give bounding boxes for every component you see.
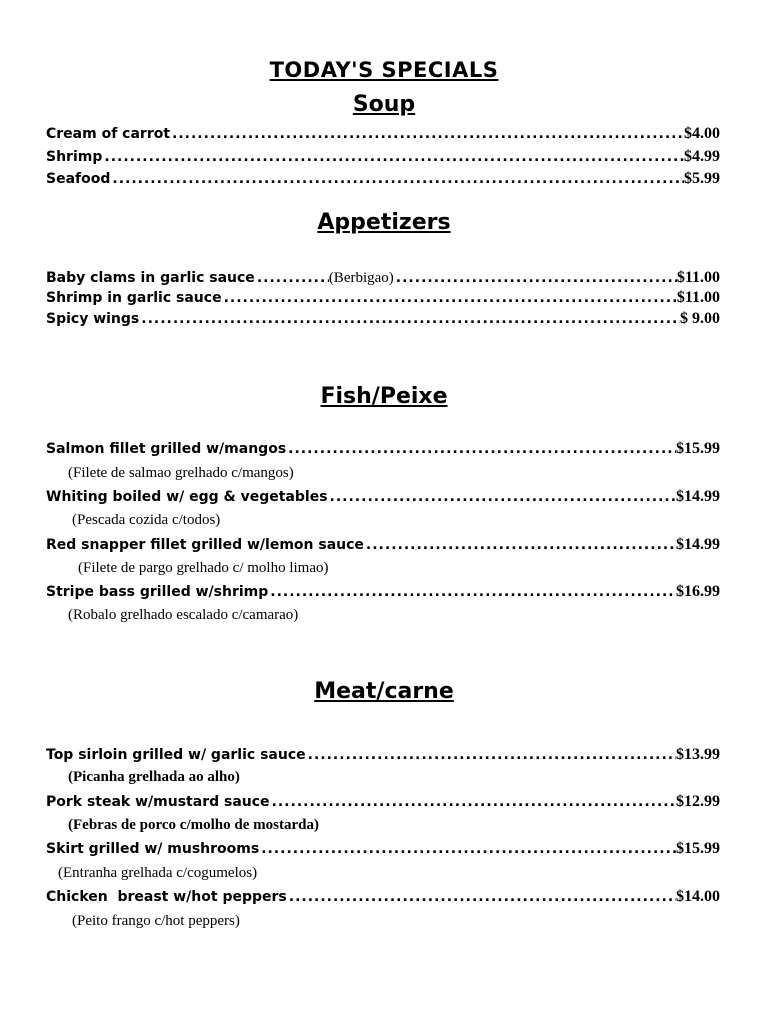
meat-heading: Meat/carne	[314, 679, 454, 704]
fish-heading: Fish/Peixe	[320, 384, 448, 409]
menu-item-pork-steak	[46, 793, 720, 813]
item-price: $11.00	[676, 289, 720, 306]
item-name: Spicy wings	[46, 311, 140, 327]
dot-leader	[364, 537, 676, 553]
item-price: $14.99	[676, 536, 720, 553]
item-name: Pork steak w/mustard sauce	[46, 794, 270, 810]
dot-leader	[268, 584, 676, 600]
dot-leader	[286, 441, 676, 457]
menu-item-spicy-wings	[46, 310, 720, 330]
menu-item-stripe-bass	[46, 583, 720, 603]
item-name: Baby clams in garlic sauce	[46, 270, 255, 286]
dot-leader	[306, 747, 676, 763]
item-name: Red snapper fillet grilled w/lemon sauce	[46, 537, 364, 553]
item-name: Shrimp	[46, 149, 103, 165]
item-name: Seafood	[46, 171, 111, 187]
item-translation: (Picanha grelhada ao alho)	[68, 769, 240, 785]
menu-item-salmon	[46, 440, 720, 460]
menu-item-seafood-soup	[46, 170, 720, 190]
item-translation: (Filete de pargo grelhado c/ molho limao)	[78, 560, 329, 576]
item-name: Salmon fillet grilled w/mangos	[46, 441, 287, 457]
item-name: Stripe bass grilled w/shrimp	[46, 584, 269, 600]
dot-leader	[270, 794, 676, 810]
item-price: $14.00	[676, 888, 720, 905]
page-title: TODAY'S SPECIALS	[269, 58, 499, 82]
item-translation: (Febras de porco c/molho de mostarda)	[68, 817, 319, 833]
item-name: Shrimp in garlic sauce	[46, 290, 222, 306]
item-price: $13.99	[676, 746, 720, 763]
item-price: $11.00	[676, 269, 720, 286]
dot-leader	[255, 270, 329, 286]
appetizers-heading: Appetizers	[317, 210, 451, 235]
menu-item-shrimp-garlic	[46, 289, 720, 309]
soup-heading: Soup	[352, 92, 416, 117]
item-price: $5.99	[684, 170, 720, 187]
item-translation: (Robalo grelhado escalado c/camarao)	[68, 607, 299, 623]
item-price: $12.99	[676, 793, 720, 810]
item-translation: (Pescada cozida c/todos)	[72, 512, 221, 528]
dot-leader	[287, 889, 676, 905]
menu-item-cream-of-carrot	[46, 125, 720, 145]
menu-item-baby-clams	[46, 269, 720, 289]
menu-item-red-snapper	[46, 536, 720, 556]
item-note: (Berbigao)	[328, 270, 394, 286]
menu-item-whiting	[46, 488, 720, 508]
item-translation: (Filete de salmao grelhado c/mangos)	[68, 465, 294, 481]
item-name: Whiting boiled w/ egg & vegetables	[46, 489, 328, 505]
item-price: $14.99	[676, 488, 720, 505]
item-price: $4.99	[684, 148, 720, 165]
item-translation: (Entranha grelhada c/cogumelos)	[58, 865, 258, 881]
dot-leader	[110, 171, 684, 187]
menu-item-top-sirloin	[46, 746, 720, 766]
item-name: Skirt grilled w/ mushrooms	[46, 841, 260, 857]
dot-leader	[328, 489, 676, 505]
item-name: Chicken breast w/hot peppers	[46, 889, 287, 905]
dot-leader	[222, 290, 677, 306]
dot-leader	[102, 149, 684, 165]
menu-item-skirt	[46, 840, 720, 860]
item-name: Top sirloin grilled w/ garlic sauce	[46, 747, 306, 763]
item-price: $15.99	[676, 440, 720, 457]
item-price: $4.00	[684, 125, 720, 142]
item-name: Cream of carrot	[46, 126, 171, 142]
item-price: $15.99	[676, 840, 720, 857]
item-price: $ 9.00	[680, 310, 720, 327]
dot-leader	[259, 841, 676, 857]
menu-item-chicken-breast	[46, 888, 720, 908]
dot-leader	[394, 270, 677, 286]
item-price: $16.99	[676, 583, 720, 600]
item-translation: (Peito frango c/hot peppers)	[72, 913, 240, 929]
dot-leader	[170, 126, 684, 142]
menu-item-shrimp-soup	[46, 148, 720, 168]
dot-leader	[139, 311, 680, 327]
